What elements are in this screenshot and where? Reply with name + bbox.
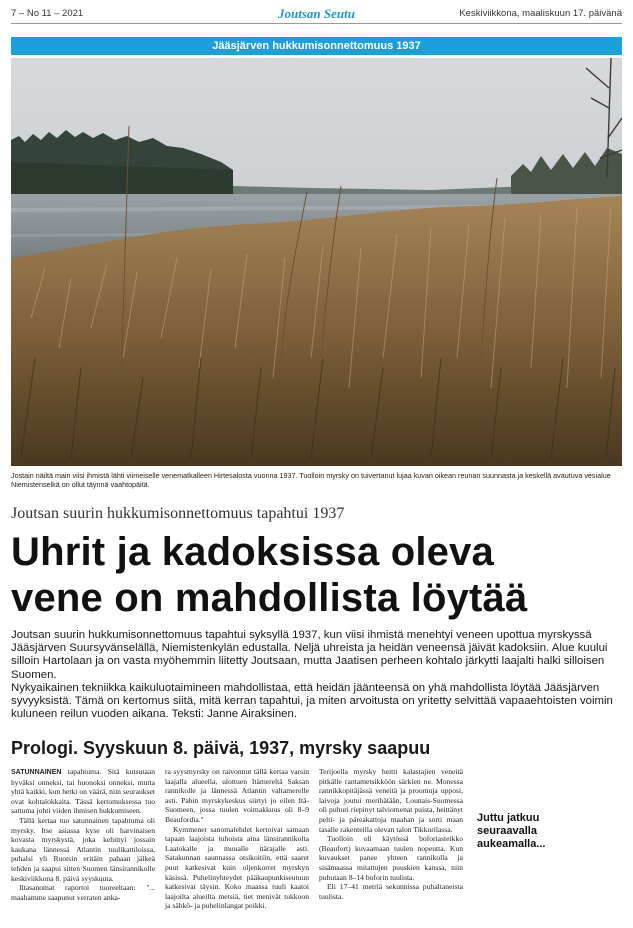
lead-word: SATUNNAINEN [11,769,62,776]
column-1-paragraph-1 [11,767,155,816]
column-1-paragraph-2: Tällä kertaa tuo satunnainen tapahtuma oli myrsky. Itse asiassa kyse oli harvinaisen kovasta myrskystä, joka kehittyi jossain kaukana lännessä Atlantin tuulikattiloissa, puhalsi yli Ruotsin eritäin pahaan jälkeä tehden ja saapui sitten Suomen länsirannikolle keskiviikkona 8. päivä syyskuuta. [11,815,155,883]
ingress-paragraph-2: Nykyaikainen tekniikka kaikuluotaimineen mahdollistaa, että heidän jäänteensä on yhä mahdollista löytää Jääsjärven syvyyksistä. Tämä on kertomus siitä, mitä kerran tapahtui, ja miten arvoitusta on yritetty selvittää vapaaehtoisten voimin kuluneen reilun vuoden aikana. Teksti: Janne Airaksinen. [11,681,613,721]
body-columns [11,767,466,917]
headline-line-2: vene on mahdollista löytää [11,576,528,620]
column-2-paragraph-2: Kymmenet sanomalehdet kertoivat samaan tapaan laajoista tuhoista aina länsirannikolta Laatokalle ja muualle itärajalle asti. Satakunnan saunnassa otsikoitiin, että saaret puut katkesivat kuin oljenkorret myrskyn käsissä. Puhelinyhteydet pääkaupunkiseutuun katkesivat täysin. Koko maassa tuuli kaatoi laajoilta alueilta metsiä, tiet menivät tukkoon ja sähkö- ja puhelinlangat poikki. [165,824,309,911]
body-column-1 [11,767,155,902]
column-2-paragraph-1: ra syysmyrsky on raivonnut tällä kertaa varsin laajalla alueella, ulottuen Itämereltä Saksan rannikolle ja lännessä Atlantin valtamerelle asti. Pahin myrskykeskus siirtyi jo eilen Itä-Suomeen, jossa tuulen voimakkuus oli 8–9 Beaufordia." [165,767,309,824]
column-3-paragraph-2: Tuolloin oli käytössä boforiasteikko (Beaufort) kuvaamaan tuulen nopeutta. Kun kuvaukset panee yhteen rannikolla ja sisämaassa mitattujen puuskien kanssa, niin puhutaan 8–14 boforin tuulista. [319,834,463,882]
ingress-paragraph-1: Joutsan suurin hukkumisonnettomuus tapahtui syksyllä 1937, kun viisi ihmistä menehtyi veneen upottua myrskyssä Jääsjärven Suursyvänselällä, Niemistenkylän edustalla. Neljä uhreista ja heidän veneensä jäivät kadoksiin. Alue kuului silloin Hartolaan ja on vasta myöhemmin liitetty Joutsaan, mutta Jaatisen perheen kohtalo järkytti laajalti halki silloisen Suomen. [11,629,608,681]
lake-reeds-photo [11,58,622,466]
page-header [11,6,622,24]
column-3-paragraph-3: Eli 17–41 metriä sekunnissa puhaltaneista tuulista. [319,882,463,901]
article-ingress [11,629,622,721]
continued-note: Juttu jatkuu seuraavalla aukeamalla... [477,812,546,850]
column-1-paragraph-3: Iltasanomat raportoi tuoreeltaan: "... maahamme saapunut verraten anka- [11,883,155,902]
column-1-paragraph-1-text: tapahtuma. Sitä kutsutaan hyväksi onneksi, tai huonoksi onneksi, mutta yhtä kaikki, kun hetki on väärä, niin seuraukset ovat kohtalokkaita. Tässä kertomuksessa tuo sattuma johti viiden ihmisen hukkumiseen. [11,767,155,816]
article-kicker: Joutsan suurin hukkumisonnettomuus tapahtui 1937 [11,505,345,522]
body-column-2 [165,767,309,911]
body-column-3 [319,767,463,901]
issue-date: Keskiviikkona, maaliskuun 17. päivänä [459,8,622,19]
headline-line-1: Uhrit ja kadoksissa oleva [11,530,495,574]
publication-name: Joutsan Seutu [278,6,355,21]
article-headline [11,529,622,621]
issue-number: 7 – No 11 – 2021 [11,8,84,19]
column-3-paragraph-1: Terijoella myrsky heitti kalastajien veneitä pitkälle rantametsikköön särkien ne. Monessa rannikkopitäjässä veneitä ja proomuja upposi, laivoja joutui merihätään, Lounais-Suomessa oli puhuri riepinyt talviomenat puista, heittänyt pelti- ja päreakattoja maahan ja sorti maan tasalle rakenteilla olevan talon Tikkurilassa. [319,767,463,834]
photo-caption: Jostain näiltä main viisi ihmistä lähti viimeiselle venematkalleen Hirtesalosta vuonna 1937. Tuolloin myrsky on tuivertanut lujaa kuvan oikean reunan suunnasta ja keskellä avautuva vesialue Niemistenselkä on ollut täynnä vaahtopäitä. [11,471,611,489]
section-title-bar: Jääsjärven hukkumisonnettomuus 1937 [11,37,622,55]
section-subheading: Prologi. Syyskuun 8. päivä, 1937, myrsky saapuu [11,738,431,758]
